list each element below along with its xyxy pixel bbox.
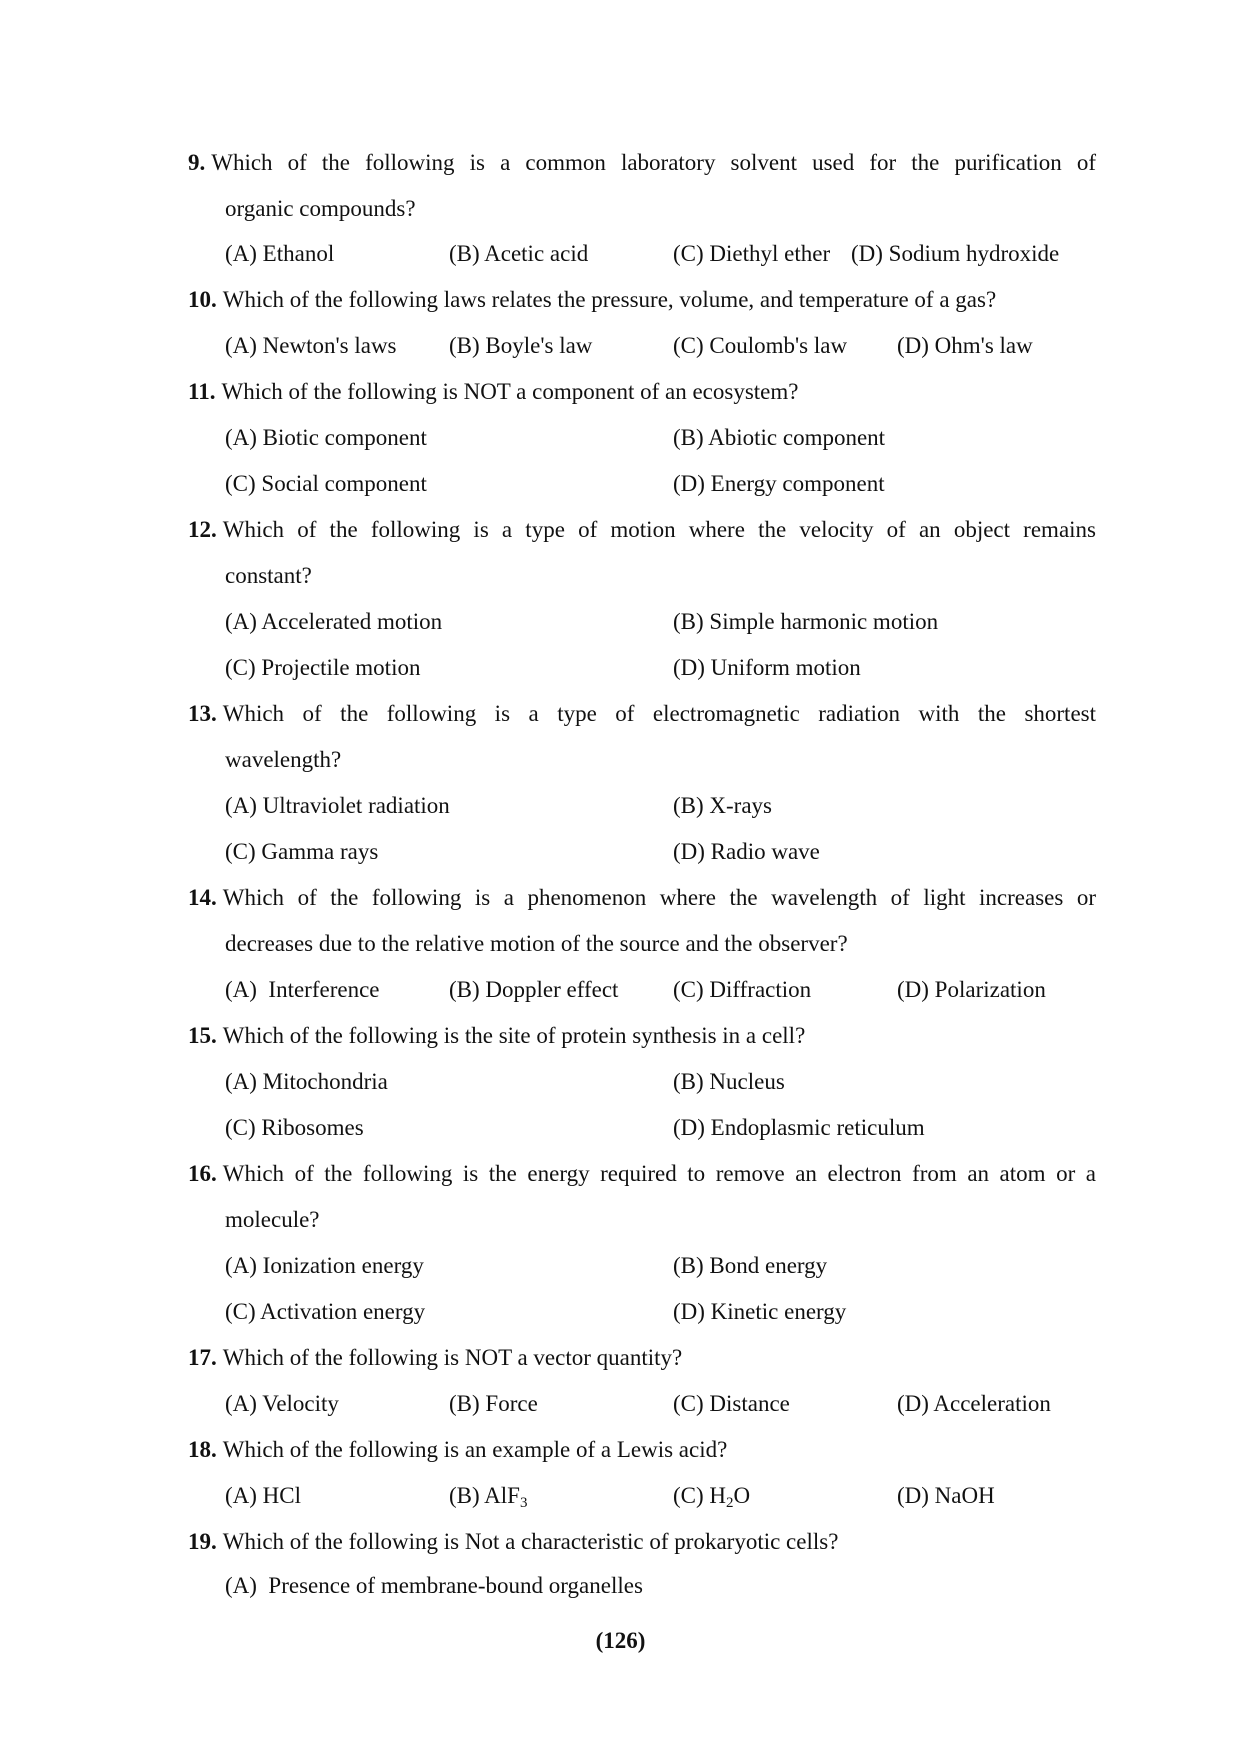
question-number: 10. — [188, 287, 217, 312]
option-b: (B) Simple harmonic motion — [673, 609, 939, 634]
option-a: (A) Interference — [225, 977, 380, 1002]
option-c: (C) Coulomb's law — [673, 333, 848, 358]
question-text: Which of the following is a type of motion where the velocity of an object remains — [222, 517, 1096, 542]
question-text: Which of the following is the site of protein synthesis in a cell? — [222, 1023, 806, 1048]
question-text: Which of the following is an example of a Lewis acid? — [222, 1437, 728, 1462]
option-d: (D) Polarization — [897, 977, 1046, 1002]
option-b: (B) X-rays — [673, 793, 772, 818]
option-c-text-end: O — [733, 1483, 751, 1508]
option-c: (C) Gamma rays — [225, 839, 379, 864]
option-c: (C) Diethyl ether — [673, 241, 831, 266]
option-d: (D) Energy component — [673, 471, 885, 496]
option-c: (C) Ribosomes — [225, 1115, 364, 1140]
question-12 — [188, 516, 1096, 544]
question-text-cont: wavelength? — [225, 747, 342, 772]
question-number: 19. — [188, 1529, 217, 1554]
question-number: 18. — [188, 1437, 217, 1462]
option-c: (C) Diffraction — [673, 977, 812, 1002]
question-text-cont: molecule? — [225, 1207, 320, 1232]
question-14 — [188, 884, 1096, 912]
question-number: 15. — [188, 1023, 217, 1048]
question-16 — [188, 1160, 1096, 1188]
option-a: (A) Ethanol — [225, 241, 335, 266]
option-a: (A) Mitochondria — [225, 1069, 388, 1094]
option-b: (B) Abiotic component — [673, 425, 886, 450]
option-d: (D) Sodium hydroxide — [851, 241, 1060, 266]
option-a: (A) Newton's laws — [225, 333, 397, 358]
option-d: (D) Radio wave — [673, 839, 820, 864]
option-c — [673, 1482, 750, 1510]
option-d: (D) Uniform motion — [673, 655, 861, 680]
question-text-cont: decreases due to the relative motion of the source and the observer? — [225, 931, 848, 956]
option-b-text: (B) AlF — [449, 1483, 520, 1508]
question-text: Which of the following is NOT a vector quantity? — [222, 1345, 683, 1370]
question-number: 9. — [188, 150, 206, 175]
question-text-cont: constant? — [225, 563, 312, 588]
option-d: (D) Ohm's law — [897, 333, 1033, 358]
option-b: (B) Acetic acid — [449, 241, 589, 266]
option-c: (C) Distance — [673, 1391, 790, 1416]
page-number: (126) — [595, 1628, 646, 1653]
question-number: 14. — [188, 885, 217, 910]
question-15 — [188, 1022, 1096, 1050]
option-a: (A) Biotic component — [225, 425, 427, 450]
option-a: (A) HCl — [225, 1483, 302, 1508]
option-c: (C) Projectile motion — [225, 655, 421, 680]
option-a: (A) Velocity — [225, 1391, 339, 1416]
option-b: (B) Bond energy — [673, 1253, 828, 1278]
question-10 — [188, 286, 1096, 314]
option-d: (D) NaOH — [897, 1483, 995, 1508]
option-b: (B) Boyle's law — [449, 333, 593, 358]
question-number: 16. — [188, 1161, 217, 1186]
question-text-cont: organic compounds? — [225, 196, 416, 221]
question-text: Which of the following is a phenomenon where the wavelength of light increases or — [222, 885, 1096, 910]
question-18 — [188, 1436, 1096, 1464]
question-number: 11. — [188, 379, 216, 404]
question-19 — [188, 1528, 1096, 1556]
option-d: (D) Kinetic energy — [673, 1299, 847, 1324]
question-text: Which of the following is Not a characteristic of prokaryotic cells? — [222, 1529, 839, 1554]
question-text: Which of the following is a common laboratory solvent used for the purification of — [211, 150, 1096, 175]
option-b: (B) Force — [449, 1391, 538, 1416]
option-c: (C) Social component — [225, 471, 427, 496]
option-d: (D) Acceleration — [897, 1391, 1051, 1416]
option-b: (B) Nucleus — [673, 1069, 785, 1094]
option-c: (C) Activation energy — [225, 1299, 426, 1324]
question-11 — [188, 378, 1096, 406]
option-b: (B) Doppler effect — [449, 977, 619, 1002]
question-number: 12. — [188, 517, 217, 542]
question-number: 13. — [188, 701, 217, 726]
option-c-text: (C) H — [673, 1483, 727, 1508]
subscript: 3 — [519, 1495, 528, 1511]
question-13 — [188, 700, 1096, 728]
question-text: Which of the following laws relates the pressure, volume, and temperature of a gas? — [222, 287, 997, 312]
option-a: (A) Accelerated motion — [225, 609, 443, 634]
option-d: (D) Endoplasmic reticulum — [673, 1115, 925, 1140]
question-number: 17. — [188, 1345, 217, 1370]
question-text: Which of the following is a type of electromagnetic radiation with the shortest — [222, 701, 1096, 726]
option-a: (A) Ultraviolet radiation — [225, 793, 450, 818]
subscript: 2 — [726, 1495, 734, 1511]
option-a: (A) Ionization energy — [225, 1253, 424, 1278]
question-text: Which of the following is NOT a component of an ecosystem? — [221, 379, 799, 404]
question-text: Which of the following is the energy required to remove an electron from an atom or a — [222, 1161, 1096, 1186]
option-b — [449, 1482, 527, 1510]
question-9 — [188, 149, 1096, 177]
question-17 — [188, 1344, 1096, 1372]
option-a: (A) Presence of membrane-bound organelles — [225, 1573, 643, 1598]
